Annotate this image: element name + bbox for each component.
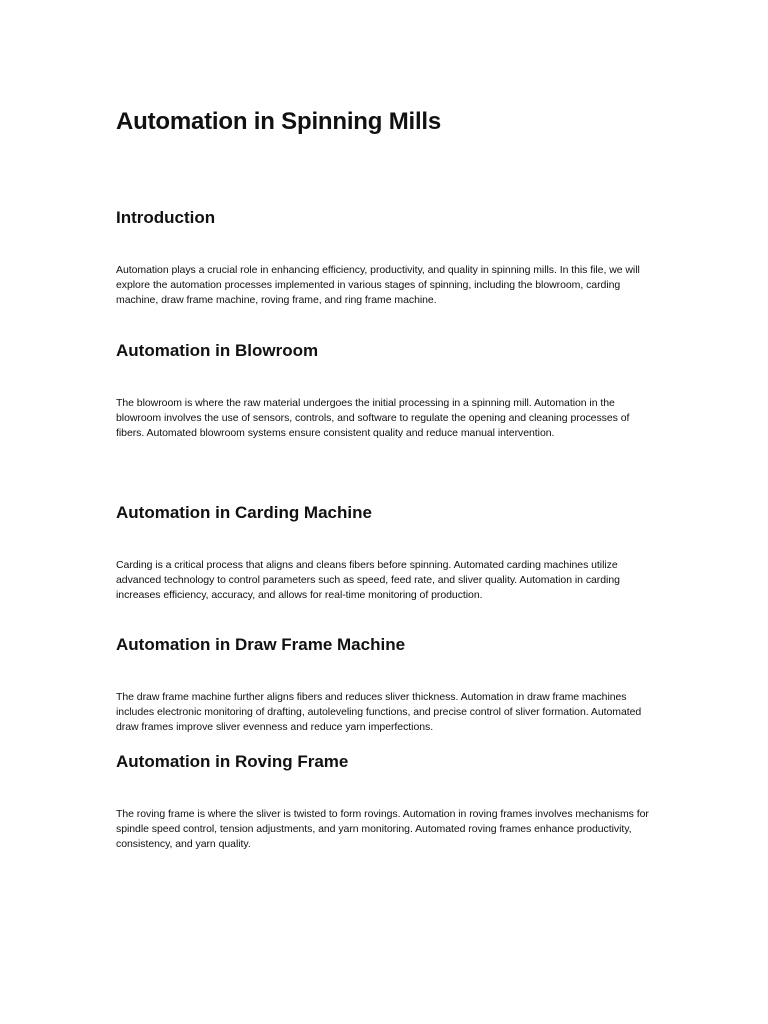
document-title: Automation in Spinning Mills [116,108,442,135]
section-heading-blowroom: Automation in Blowroom [116,341,319,360]
section-body-introduction: Automation plays a crucial role in enhancing efficiency, productivity, and quality in spinning mills. In this file, we will explore the automation processes implemented in various stages of spinning, including the blowroom, carding machine, draw frame machine, roving frame, and ring frame machine. [116,264,640,306]
section-body-draw-frame: The draw frame machine further aligns fibers and reduces sliver thickness. Automation in draw frame machines includes electronic monitoring of drafting, autoleveling functions, and precise control of sliver formation. Automated draw frames improve sliver evenness and reduce yarn imperfections. [116,691,642,733]
section-heading-draw-frame: Automation in Draw Frame Machine [116,635,406,654]
section-body-roving-frame: The roving frame is where the sliver is twisted to form rovings. Automation in roving frames involves mechanisms for spindle speed control, tension adjustments, and yarn monitoring. Automated roving frames enhance productivity, consistency, and yarn quality. [116,808,649,850]
section-body-blowroom: The blowroom is where the raw material undergoes the initial processing in a spinning mill. Automation in the blowroom involves the use of sensors, controls, and software to regulate the opening and cleaning processes of fibers. Automated blowroom systems ensure consistent quality and reduce manual intervention. [116,397,630,439]
section-heading-introduction: Introduction [116,208,216,227]
section-body-carding: Carding is a critical process that aligns and cleans fibers before spinning. Automated carding machines utilize advanced technology to control parameters such as speed, feed rate, and sliver quality. Automation in carding increases efficiency, accuracy, and allows for real-time monitoring of production. [116,559,620,601]
section-heading-carding: Automation in Carding Machine [116,503,372,522]
section-heading-roving-frame: Automation in Roving Frame [116,752,349,771]
